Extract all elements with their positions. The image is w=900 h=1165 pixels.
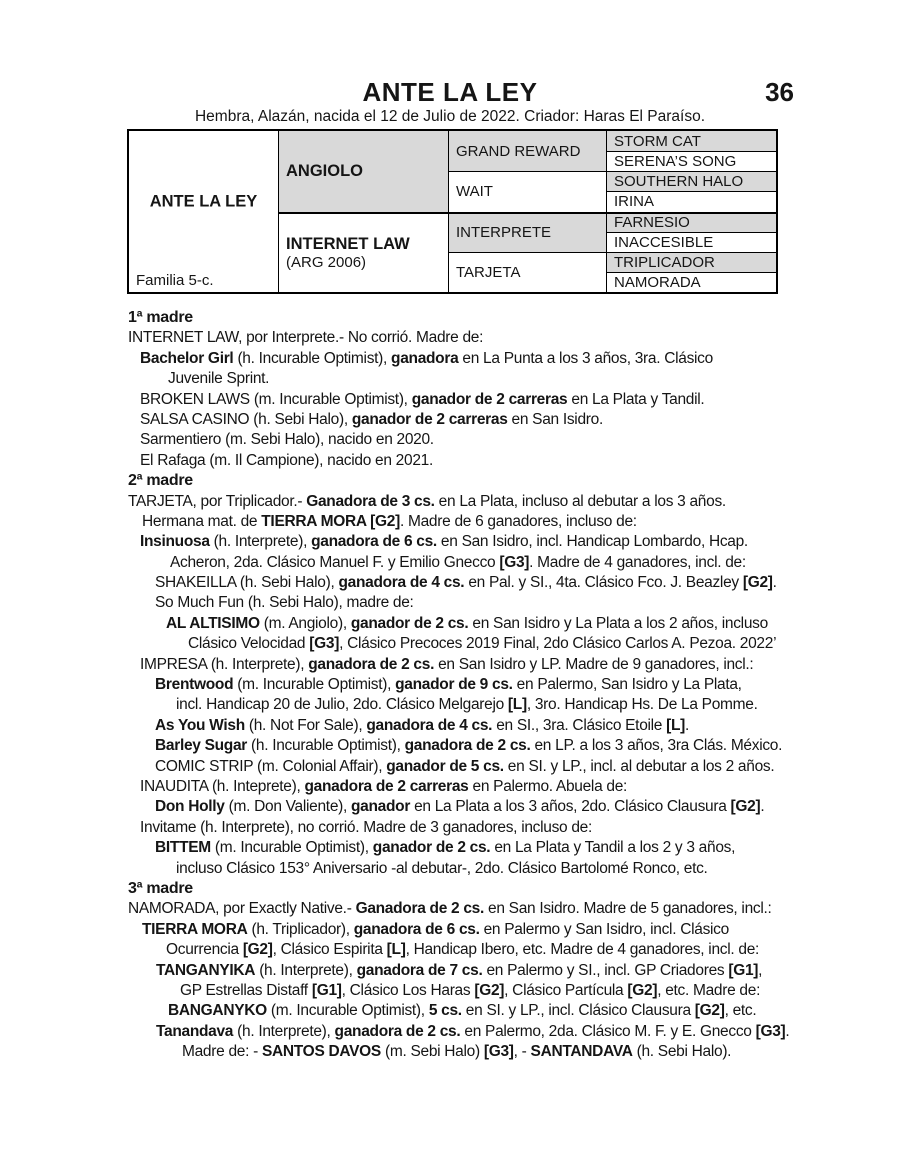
note-line: Sarmentiero (m. Sebi Halo), nacido en 2020. [140, 431, 434, 449]
subject-name: ANTE LA LEY [149, 192, 258, 211]
note-line: incluso Clásico 153° Aniversario -al debutar-, 2do. Clásico Bartolomé Ronco, etc. [176, 859, 708, 877]
pedigree-notes [128, 308, 788, 1062]
page-number: 36 [765, 77, 794, 107]
ancestor-name: INTERPRETE [456, 224, 552, 242]
note-line: TANGANYIKA (h. Interprete), ganadora de 7 cs. en Palermo y SI., incl. GP Criadores [G1], [156, 961, 763, 979]
ancestor-name: STORM CAT [614, 132, 701, 150]
sire-cell [278, 131, 448, 212]
note-line: El Rafaga (m. Il Campione), nacido en 2021. [140, 451, 433, 469]
dam-name: INTERNET LAW [286, 234, 410, 253]
note-line: SHAKEILLA (h. Sebi Halo), ganadora de 4 cs. en Pal. y SI., 4ta. Clásico Fco. J. Beazley [G2]. [155, 574, 777, 592]
subject-cell [129, 131, 278, 292]
note-line: incl. Handicap 20 de Julio, 2do. Clásico Melgarejo [L], 3ro. Handicap Hs. De La Pomme. [176, 696, 758, 714]
gen3-cell [606, 272, 776, 292]
note-line: BANGANYKO (m. Incurable Optimist), 5 cs. en SI. y LP., incl. Clásico Clausura [G2], etc. [168, 1002, 757, 1020]
dam-detail: (ARG 2006) [286, 253, 367, 271]
gen2-cell [448, 171, 606, 211]
ancestor-name: INACCESIBLE [614, 233, 714, 251]
note-line: INAUDITA (h. Inteprete), ganadora de 2 carreras en Palermo. Abuela de: [140, 777, 628, 795]
note-line: COMIC STRIP (m. Colonial Affair), ganador de 5 cs. en SI. y LP., incl. al debutar a los 2 años. [155, 757, 775, 775]
gen3-cell [606, 131, 776, 151]
note-line: Juvenile Sprint. [168, 370, 270, 388]
note-line: Tanandava (h. Interprete), ganadora de 2 cs. en Palermo, 2da. Clásico M. F. y E. Gnecco [G3]. [156, 1022, 790, 1040]
note-line: SALSA CASINO (h. Sebi Halo), ganador de 2 carreras en San Isidro. [140, 410, 603, 428]
page-title: ANTE LA LEY [362, 77, 538, 107]
note-line: BITTEM (m. Incurable Optimist), ganador de 2 cs. en La Plata y Tandil a los 2 y 3 años, [155, 839, 736, 857]
subtitle: Hembra, Alazán, nacida el 12 de Julio de 2022. Criador: Haras El Paraíso. [194, 108, 706, 125]
gen2-cell [448, 212, 606, 252]
ancestor-name: TARJETA [456, 263, 521, 281]
gen3-cell [606, 191, 776, 211]
ancestor-name: IRINA [614, 193, 655, 211]
note-line: IMPRESA (h. Interprete), ganadora de 2 cs. en San Isidro y LP. Madre de 9 ganadores, incl.: [140, 655, 754, 673]
dam-cell [278, 212, 448, 293]
note-line: Acheron, 2da. Clásico Manuel F. y Emilio Gnecco [G3]. Madre de 4 ganadores, incl. de: [170, 553, 746, 571]
note-line: TARJETA, por Triplicador.- Ganadora de 3 cs. en La Plata, incluso al debutar a los 3 años. [128, 492, 726, 510]
note-line: INTERNET LAW, por Interprete.- No corrió. Madre de: [128, 329, 484, 347]
gen2-cell [448, 131, 606, 171]
note-line: Don Holly (m. Don Valiente), ganador en La Plata a los 3 años, 2do. Clásico Clausura [G2]. [155, 798, 765, 816]
ancestor-name: WAIT [456, 183, 493, 201]
gen2-cell [448, 252, 606, 292]
note-line: Clásico Velocidad [G3], Clásico Precoces 2019 Final, 2do Clásico Carlos A. Pezoa. 2022’ [188, 635, 777, 653]
note-line: Barley Sugar (h. Incurable Optimist), ganadora de 2 cs. en LP. a los 3 años, 3ra Clás. México. [155, 737, 783, 755]
note-line: GP Estrellas Distaff [G1], Clásico Los Haras [G2], Clásico Partícula [G2], etc. Madre de: [180, 981, 761, 999]
gen3-cell [606, 252, 776, 272]
note-line: BROKEN LAWS (m. Incurable Optimist), ganador de 2 carreras en La Plata y Tandil. [140, 390, 705, 408]
note-line: Ocurrencia [G2], Clásico Espirita [L], Handicap Ibero, etc. Madre de 4 ganadores, incl. de: [166, 941, 760, 959]
ancestor-name: SOUTHERN HALO [614, 173, 744, 191]
note-line: As You Wish (h. Not For Sale), ganadora de 4 cs. en SI., 3ra. Clásico Etoile [L]. [155, 716, 690, 734]
note-line: AL ALTISIMO (m. Angiolo), ganador de 2 cs. en San Isidro y La Plata a los 2 años, incluso [166, 614, 768, 632]
note-line: Bachelor Girl (h. Incurable Optimist), ganadora en La Punta a los 3 años, 3ra. Clásico [140, 349, 713, 367]
note-line: Brentwood (m. Incurable Optimist), ganador de 9 cs. en Palermo, San Isidro y La Plata, [155, 676, 742, 694]
section-heading: 3ª madre [128, 879, 193, 897]
gen3-cell [606, 171, 776, 191]
note-line: Invitame (h. Interprete), no corrió. Madre de 3 ganadores, incluso de: [140, 818, 593, 836]
section-heading: 1ª madre [128, 309, 193, 326]
ancestor-name: TRIPLICADOR [614, 253, 715, 271]
gen3-cell [606, 151, 776, 171]
ancestor-name: SERENA’S SONG [614, 153, 737, 171]
note-line: So Much Fun (h. Sebi Halo), madre de: [155, 594, 414, 612]
ancestor-name: FARNESIO [614, 214, 690, 232]
sire-name: ANGIOLO [286, 161, 363, 180]
gen3-cell [606, 232, 776, 252]
gen3-cell [606, 212, 776, 232]
family-label: Familia 5-c. [136, 272, 214, 289]
section-heading: 2ª madre [128, 472, 193, 490]
ancestor-name: GRAND REWARD [456, 142, 581, 160]
pedigree-table [127, 129, 778, 294]
note-line: Hermana mat. de TIERRA MORA [G2]. Madre de 6 ganadores, incluso de: [142, 512, 637, 530]
note-line: NAMORADA, por Exactly Native.- Ganadora de 2 cs. en San Isidro. Madre de 5 ganadores, incl.: [128, 900, 772, 918]
note-line: Insinuosa (h. Interprete), ganadora de 6 cs. en San Isidro, incl. Handicap Lombardo, Hcap. [140, 533, 748, 551]
ancestor-name: NAMORADA [614, 273, 701, 291]
note-line: TIERRA MORA (h. Triplicador), ganadora de 6 cs. en Palermo y San Isidro, incl. Clásico [142, 920, 729, 938]
note-line: Madre de: - SANTOS DAVOS (m. Sebi Halo) [G3], - SANTANDAVA (h. Sebi Halo). [182, 1043, 732, 1061]
